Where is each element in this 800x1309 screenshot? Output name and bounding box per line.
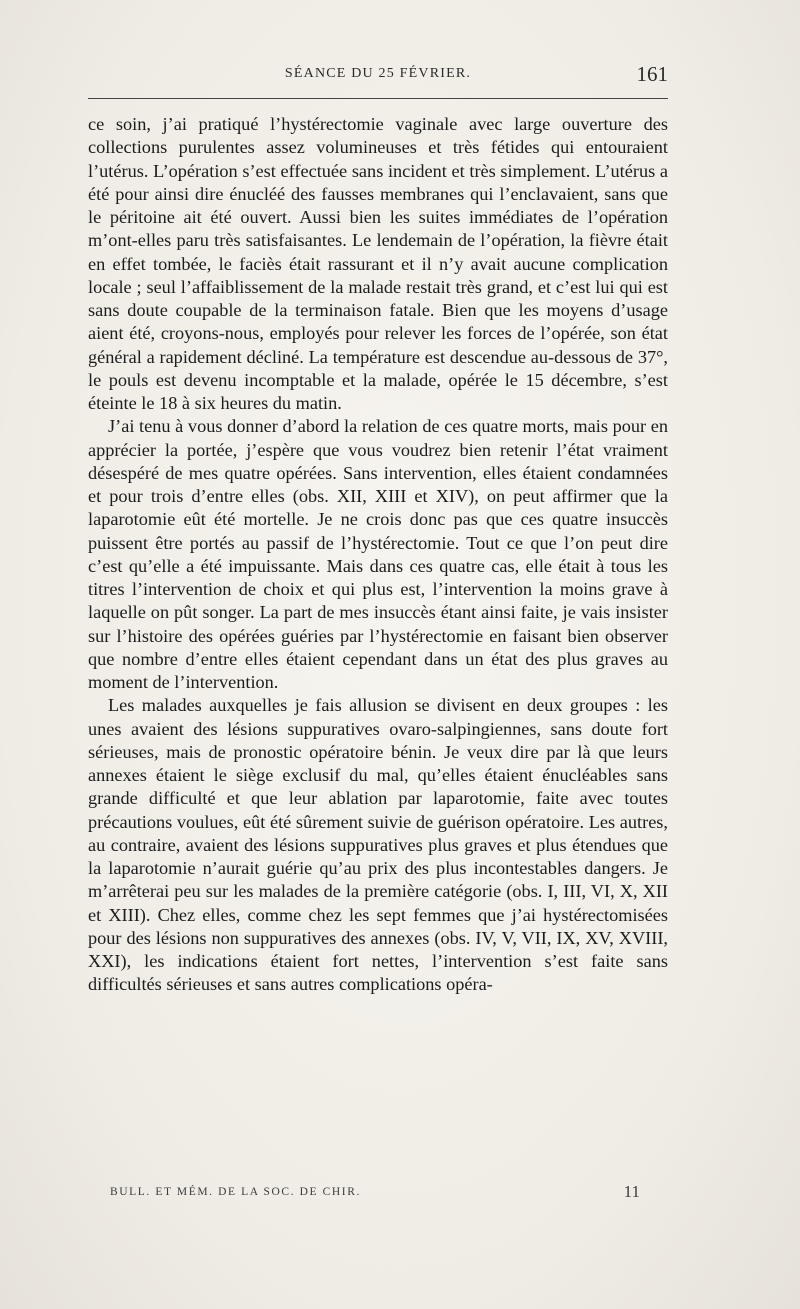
page-number: 161	[636, 62, 668, 86]
paragraph-1: ce soin, j’ai pratiqué l’hystérectomie vaginale avec large ouverture des collections purulentes assez volumineuses et très fétides qui entouraient l’utérus. L’opération s’est effectuée sans incident et très simplement. L’utérus a été pour ainsi dire énucléé des fausses membranes qui l’enclavaient, sans que le péritoine ait été ouvert. Aussi bien les suites immédiates de l’opération m’ont-elles paru très satisfaisantes. Le lendemain de l’opération, la fièvre était en effet tombée, le faciès était rassurant et il n’y avait aucune complication locale ; seul l’affaiblissement de la malade restait très grand, et c’est lui qui est sans doute coupable de la terminaison fatale. Bien que les moyens d’usage aient été, croyons-nous, employés pour relever les forces de l’opérée, son état général a rapidement décliné. La température est descendue au-dessous de 37°, le pouls est devenu incomptable et la malade, opérée le 15 décembre, s’est éteinte le 18 à six heures du matin.	[88, 114, 668, 413]
running-title: SÉANCE DU 25 FÉVRIER.	[284, 66, 472, 81]
header-rule	[88, 98, 668, 99]
paragraph-3: Les malades auxquelles je fais allusion se divisent en deux groupes : les unes avaient des lésions suppuratives ovaro-salpingiennes, sans doute fort sérieuses, mais de pronostic opératoire bénin. Je veux dire par là que leurs annexes étaient le siège exclusif du mal, qu’elles étaient énucléables sans grande difficulté et que leur ablation par laparotomie, faite avec toutes précautions voulues, eût été sûrement suivie de guérison opératoire. Les autres, au contraire, avaient des lésions suppuratives plus graves et plus étendues que la laparotomie n’aurait guérie qu’au prix des plus incontestables dangers. Je m’arrêterai peu sur les malades de la première catégorie (obs. I, III, VI, X, XII et XIII). Chez elles, comme chez les sept femmes que j’ai hystérectomisées pour des lésions non suppuratives des annexes (obs. IV, V, VII, IX, XV, XVIII, XXI), les indications étaient fort nettes, l’intervention s’est faite sans difficultés sérieuses et sans autres complications opéra-	[88, 695, 668, 995]
signature-mark: 11	[623, 1182, 640, 1201]
body-text	[88, 113, 668, 997]
footer-source-line: BULL. ET MÉM. DE LA SOC. DE CHIR.	[110, 1186, 361, 1198]
page-header	[88, 62, 668, 88]
paragraph-2: J’ai tenu à vous donner d’abord la relation de ces quatre morts, mais pour en apprécier la portée, j’espère que vous voudrez bien retenir l’état vraiment désespéré de mes quatre opérées. Sans intervention, elles étaient condamnées et pour trois d’entre elles (obs. XII, XIII et XIV), on peut affirmer que la laparotomie eût été mortelle. Je ne crois donc pas que ces quatre insuccès puissent être portés au passif de l’hystérectomie. Tout ce que l’on peut dire c’est qu’elle a été impuissante. Mais dans ces quatre cas, elle était à tous les titres l’intervention de choix et qui plus est, l’intervention la moins grave à laquelle on pût songer. La part de mes insuccès étant ainsi faite, je vais insister sur l’histoire des opérées guéries par l’hystérectomie en faisant bien observer que nombre d’entre elles étaient cependant dans un état des plus graves au moment de l’intervention.	[88, 416, 668, 692]
